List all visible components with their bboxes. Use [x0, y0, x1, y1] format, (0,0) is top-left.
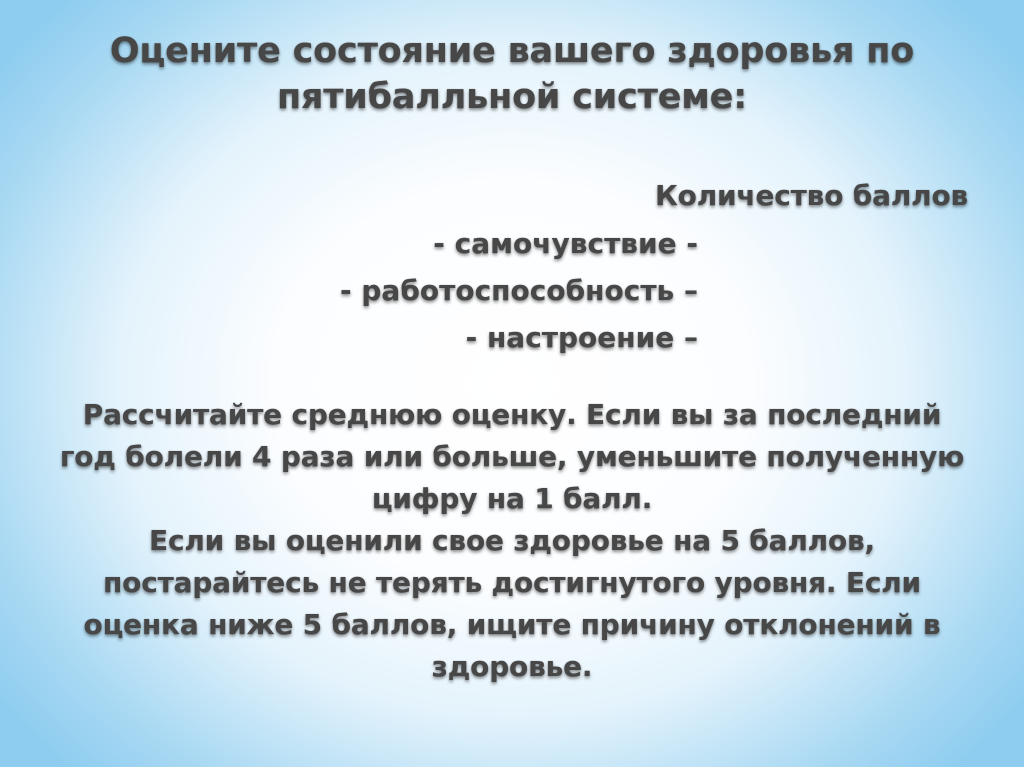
criteria-list — [340, 220, 698, 361]
criteria-item-mood: - настроение – — [465, 321, 698, 354]
slide-title — [0, 28, 1024, 120]
advice-line: Рассчитайте среднюю оценку. Если вы за последний — [82, 398, 942, 431]
advice-line: год болели 4 раза или больше, уменьшите полученную — [59, 440, 965, 473]
advice-line: здоровье. — [431, 650, 593, 683]
advice-line: Если вы оценили свое здоровье на 5 баллов, — [149, 524, 875, 557]
scores-header: Количество баллов — [654, 179, 968, 212]
advice-line: оценка ниже 5 баллов, ищите причину отклонений в — [83, 608, 941, 641]
advice-line: цифру на 1 балл. — [371, 482, 653, 515]
title-line: пятибалльной системе: — [276, 77, 748, 117]
advice-line: постарайтесь не терять достигнутого уровня. Если — [103, 566, 921, 599]
title-line: Оцените состояние вашего здоровья по — [109, 31, 915, 71]
criteria-item-wellbeing: - самочувствие - — [433, 227, 698, 260]
criteria-item-working-capacity: - работоспособность – — [340, 274, 698, 307]
advice-text — [0, 394, 1024, 688]
